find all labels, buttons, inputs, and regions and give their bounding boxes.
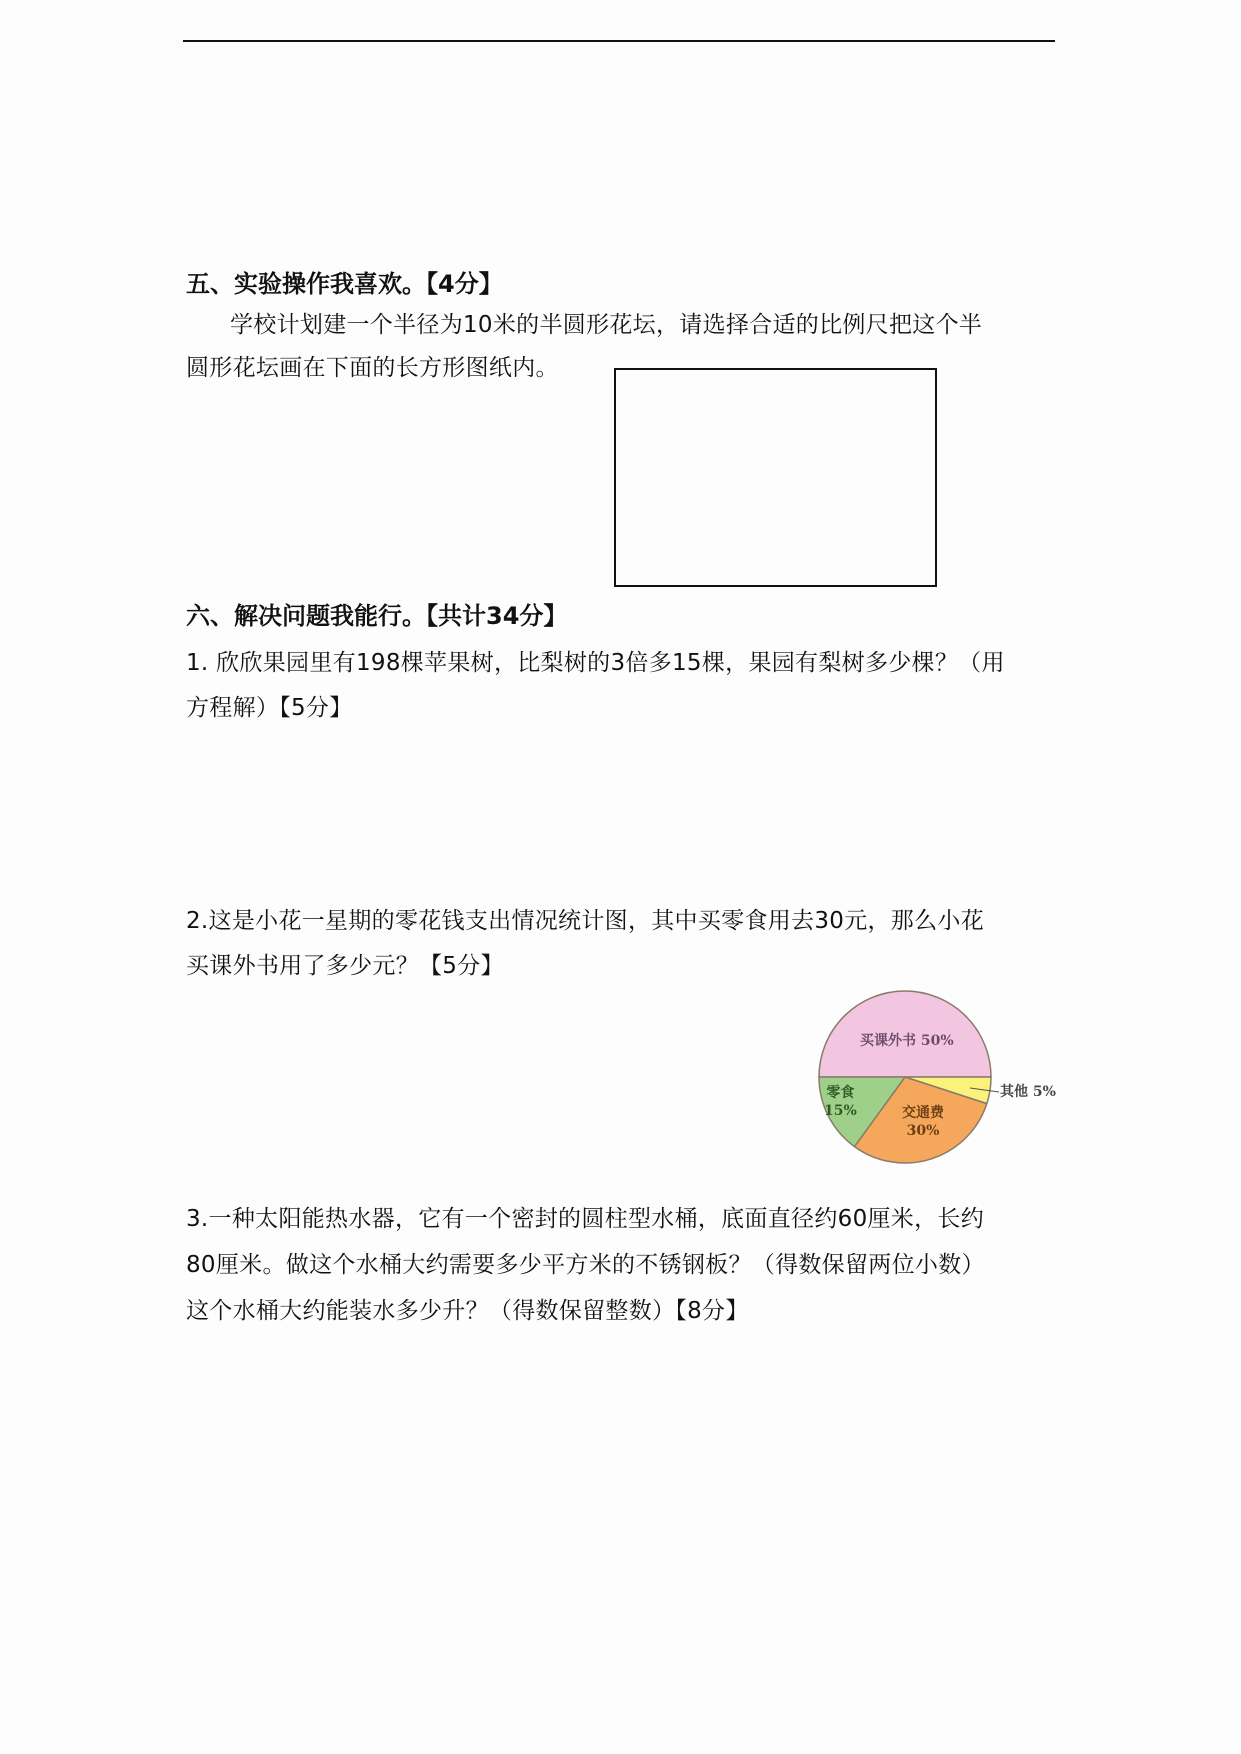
q2-line2: 买课外书用了多少元？【5分】 [186,953,504,979]
pie-label-transport-pct: 30% [906,1123,940,1139]
section5-heading: 五、实验操作我喜欢。【4分】 [186,270,503,298]
header-rule [183,40,1055,42]
pie-chart-graphic [810,980,1070,1180]
pie-label-books: 买课外书 50% [860,1033,954,1049]
drawing-area-rectangle[interactable] [614,368,937,587]
pie-label-snacks [824,1084,857,1120]
q3-line3: 这个水桶大约能装水多少升？（得数保留整数）【8分】 [186,1298,749,1324]
pie-chart [810,980,1070,1180]
pie-label-transport-name: 交通费 [902,1105,944,1121]
pie-label-other: 其他 5% [1000,1084,1056,1100]
pie-label-transport [902,1104,944,1140]
section5-body-line1: 学校计划建一个半径为10米的半圆形花坛，请选择合适的比例尺把这个半 [230,312,983,338]
q3-line2: 80厘米。做这个水桶大约需要多少平方米的不锈钢板？（得数保留两位小数） [186,1252,985,1278]
pie-label-snacks-name: 零食 [826,1085,855,1101]
section5-body-line2: 圆形花坛画在下面的长方形图纸内。 [186,355,559,381]
section6-heading: 六、解决问题我能行。【共计34分】 [186,602,568,630]
q1-line2: 方程解）【5分】 [186,695,353,721]
q2-line1: 2.这是小花一星期的零花钱支出情况统计图，其中买零食用去30元，那么小花 [186,908,985,934]
q3-line1: 3.一种太阳能热水器，它有一个密封的圆柱型水桶，底面直径约60厘米，长约 [186,1206,985,1232]
pie-label-snacks-pct: 15% [824,1103,857,1119]
q1-line1: 1. 欣欣果园里有198棵苹果树，比梨树的3倍多15棵，果园有梨树多少棵？（用 [186,650,1005,676]
